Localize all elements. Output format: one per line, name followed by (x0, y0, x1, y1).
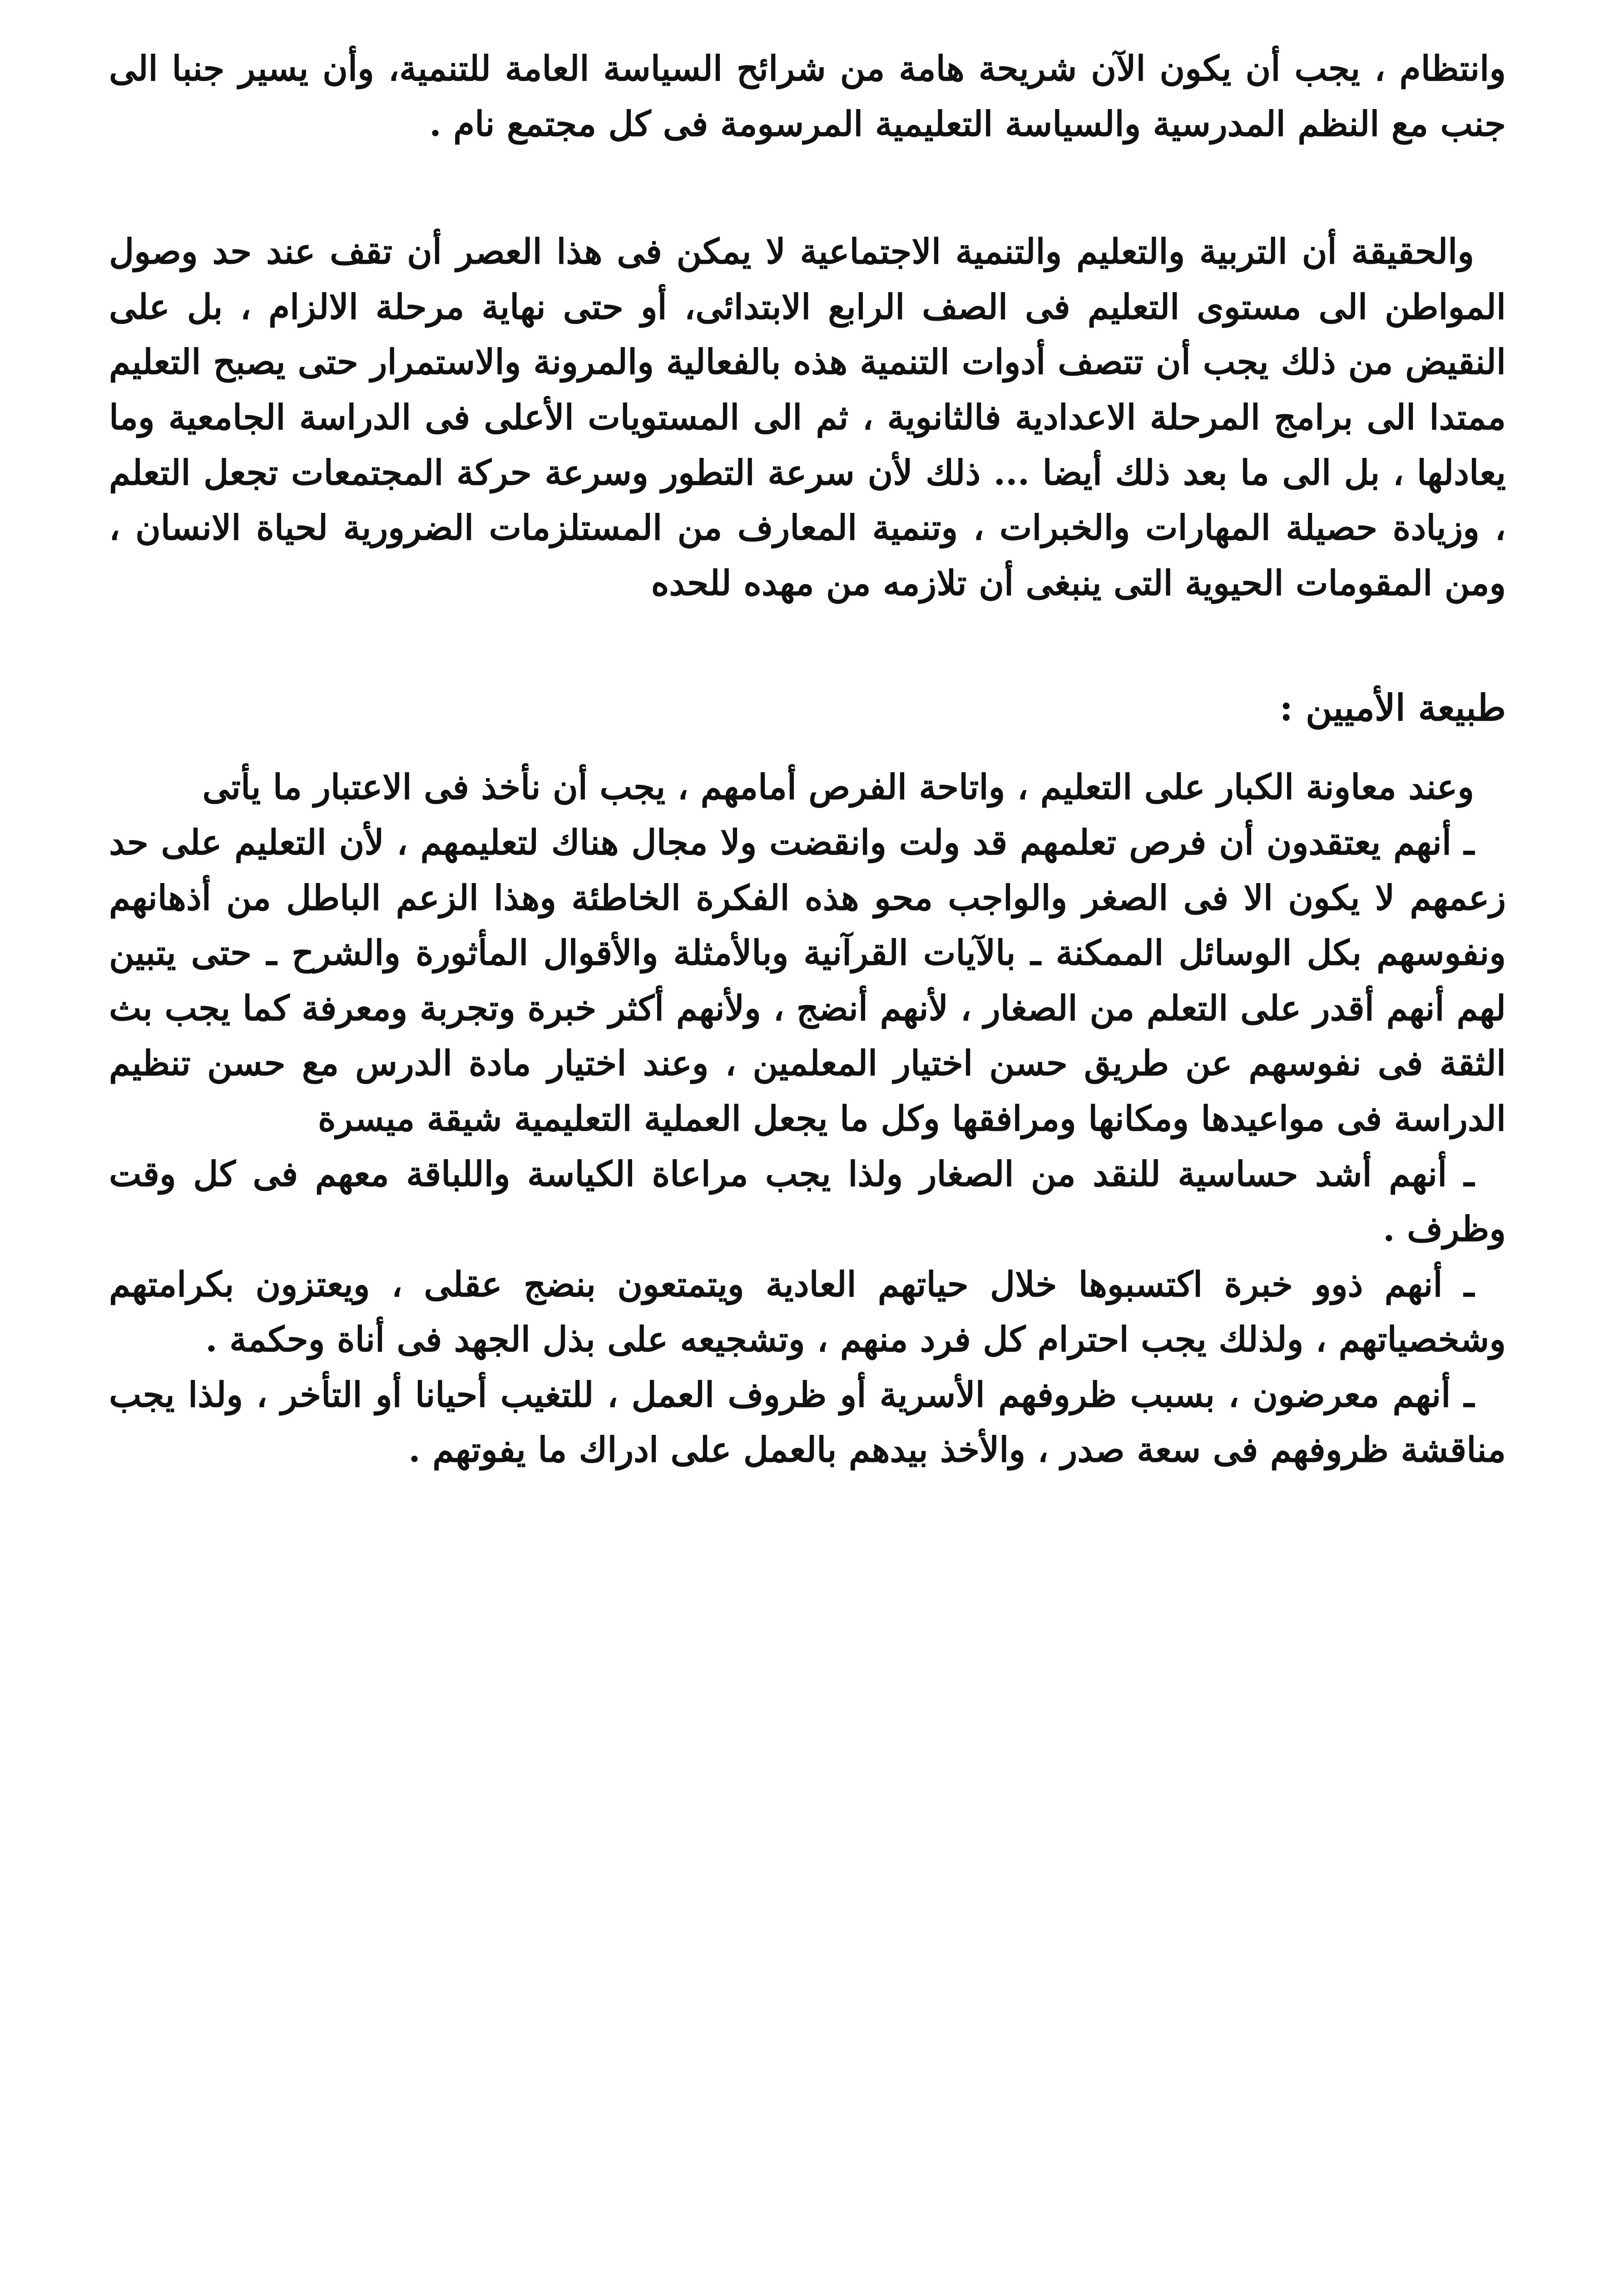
list-item-sensitivity-to-criticism: ـ أنهم أشد حساسية للنقد من الصغار ولذا يجب مراعاة الكياسة واللباقة معهم فى كل وقت وظرف . (109, 1153, 1506, 1250)
section-heading: طبيعة الأميين : (1279, 686, 1506, 729)
paragraph-continuation: وانتظام ، يجب أن يكون الآن شريحة هامة من شرائح السياسة العامة للتنمية، وأن يسير جنبا الى جنب مع النظم المدرسية والسياسة التعليمية المرسومة فى كل مجتمع نام . (109, 48, 1506, 144)
list-item-belief-opportunity-lost: ـ أنهم يعتقدون أن فرص تعلمهم قد ولت وانقضت ولا مجال هناك لتعليمهم ، لأن التعليم على حد زعمهم لا يكون الا فى الصغر والواجب محو هذه الفكرة الخاطئة وهذا الزعم الباطل من أذهانهم ونفوسهم بكل الوسائل الممكنة ـ بالآيات القرآنية وبالأمثلة والأقوال المأثورة والشرح ـ حتى يتبين لهم أنهم أقدر على التعلم من الصغار ، لأنهم أنضج ، ولأنهم أكثر خبرة وتجربة ومعرفة كما يجب بث الثقة فى نفوسهم عن طريق حسن اختيار المعلمين ، وعند اختيار مادة الدرس مع حسن تنظيم الدراسة فى مواعيدها ومكانها ومرافقها وكل ما يجعل العملية التعليمية شيقة ميسرة (109, 822, 1506, 1139)
page-body (109, 41, 1506, 1478)
list-item-absence-lateness: ـ أنهم معرضون ، بسبب ظروفهم الأسرية أو ظروف العمل ، للتغيب أحيانا أو التأخر ، ولذا يجب مناقشة ظروفهم فى سعة صدر ، والأخذ بيدهم بالعمل على ادراك ما يفوتهم . (109, 1374, 1506, 1470)
list-item-life-experience: ـ أنهم ذوو خبرة اكتسبوها خلال حياتهم العادية ويتمتعون بنضج عقلى ، ويعتزون بكرامتهم وشخصياتهم ، ولذلك يجب احترام كل فرد منهم ، وتشجيعه على بذل الجهد فى أناة وحكمة . (109, 1264, 1506, 1360)
paragraph-adult-learners-intro: وعند معاونة الكبار على التعليم ، واتاحة الفرص أمامهم ، يجب أن نأخذ فى الاعتبار ما يأتى (202, 767, 1474, 808)
paragraph-education-development: والحقيقة أن التربية والتعليم والتنمية الاجتماعية لا يمكن فى هذا العصر أن تقف عند حد وصول المواطن الى مستوى التعليم فى الصف الرابع الابتدائى، أو حتى نهاية مرحلة الالزام ، بل على النقيض من ذلك يجب أن تتصف أدوات التنمية هذه بالفعالية والمرونة والاستمرار حتى يصبح التعليم ممتدا الى برامج المرحلة الاعدادية فالثانوية ، ثم الى المستويات الأعلى فى الدراسة الجامعية وما يعادلها ، بل الى ما بعد ذلك أيضا ... ذلك لأن سرعة التطور وسرعة حركة المجتمعات تجعل التعلم ، وزيادة حصيلة المهارات والخبرات ، وتنمية المعارف من المستلزمات الضرورية لحياة الانسان ، ومن المقومات الحيوية التى ينبغى أن تلازمه من مهده للحده (109, 231, 1506, 603)
